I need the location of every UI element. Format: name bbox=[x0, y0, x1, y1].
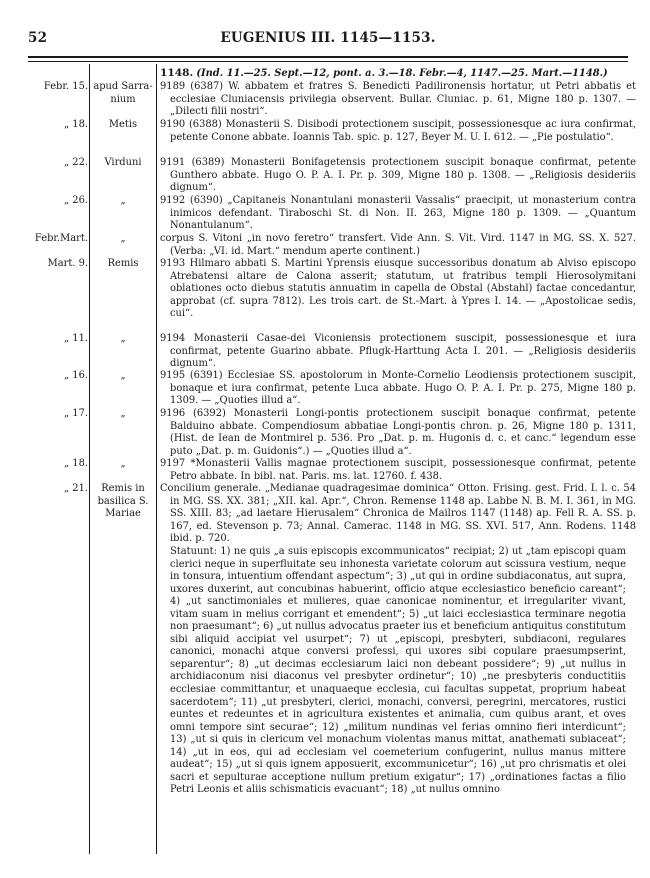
header-rule-thick bbox=[28, 56, 628, 58]
entry-text: 9191 (6389) Monasterii Bonifagetensis protectionem suscipit bonaque confirmat, petente Gunthero abbate. Hugo O. P. A. I. Pr. p. 309, Migne 180 p. 1308. — „Religiosis desideriis dignum“. bbox=[160, 157, 636, 194]
entry-text: 9194 Monasterii Casae-dei Viconiensis protectionem suscipit, possessionesque et iura confirmat, petente Guarino abbate. Pflugk-Harttung Acta I. 201. — „Religiosis desideriis dignum“. bbox=[160, 333, 636, 370]
page-number: 52 bbox=[28, 30, 48, 46]
entry-date: „ 16. bbox=[64, 370, 88, 381]
entry-place: Metis bbox=[108, 119, 138, 130]
entry-date: „ 11. bbox=[64, 333, 88, 344]
entry-place: „ bbox=[120, 370, 126, 381]
entry-text: 9192 (6390) „Capitaneis Nonantulani monasterii Vassalis“ praecipit, ut monasterium contra inimicos defendant. Tiraboschi St. di Non. II. 263, Migne 180 p. 1309. — „Quantum Nonantulanum“. bbox=[160, 195, 636, 232]
running-title: EUGENIUS III. 1145—1153. bbox=[220, 30, 436, 46]
entry-place: apud Sarra-nium bbox=[93, 81, 153, 105]
entry-place: „ bbox=[120, 233, 126, 244]
running-header bbox=[28, 30, 628, 50]
header-rule-thin bbox=[28, 61, 628, 62]
entry-place: Remis in basilica S. Mariae bbox=[97, 483, 149, 520]
entry-date: „ 26. bbox=[64, 195, 88, 206]
entry-text: 9195 (6391) Ecclesiae SS. apostolorum in Monte-Cornelio Leodiensis protectionem suscipit, bonaque et iura confirmat, petente Luca abbate. Hugo O. P. A. I. Pr. p. 275, Migne 180 p. 1309. — „Quoties illud a“. bbox=[160, 370, 636, 407]
entry-text: corpus S. Vitoni „in novo feretro“ transfert. Vide Ann. S. Vit. Vird. 1147 in MG. SS. X. 527. (Verba: „VI. id. Mart.“ mendum aperte continent.) bbox=[160, 233, 636, 257]
entry-text: 9193 Hilmaro abbati S. Martini Yprensis eiusque successoribus donatum ab Alviso episcopo Atrebatensi altare de Calona asserit; statutum, ut fratribus templi Hierosolymitani oblationes octo diebus statutis annuatim in capella de Obstal (Abstahl) factae concedantur, approbat (cf. supra 7812). Les trois cart. de St.-Mart. à Ypres I. 14. — „Apostolicae sedis, cui“. bbox=[160, 258, 636, 320]
entry-date: Febr.Mart. bbox=[34, 233, 88, 244]
entry-place: „ bbox=[120, 458, 126, 469]
entry-date: „ 18. bbox=[64, 119, 88, 130]
entry-date: „ 17. bbox=[64, 408, 88, 419]
entry-date: „ 18. bbox=[64, 458, 88, 469]
entry-text: 9189 (6387) W. abbatem et fratres S. Benedicti Padilironensis hortatur, ut Petri abbatis et ecclesiae Cluniacensis privilegia observent. Bullar. Cluniac. p. 61, Migne 180 p. 1307. — „Dilecti filii nostri“. bbox=[160, 81, 636, 118]
entry-date: Mart. 9. bbox=[47, 258, 88, 269]
column-divider-place bbox=[156, 64, 157, 854]
column-divider-date bbox=[89, 64, 90, 854]
entry-text: 9190 (6388) Monasterii S. Disibodi protectionem suscipit, possessionesque ac iura confirmat, petente Conone abbate. Ioannis Tab. spic. p. 127, Beyer M. U. I. 612. — „Pie postulatio“. bbox=[160, 119, 636, 143]
entry-place: „ bbox=[120, 333, 126, 344]
entry-place: Remis bbox=[107, 258, 139, 269]
year-details: (Ind. 11.—25. Sept.—12, pont. a. 3.—18. Febr.—4, 1147.—25. Mart.—1148.) bbox=[196, 68, 608, 79]
entry-text: 9197 *Monasterii Vallis magnae protectionem suscipit, possessionesque confirmat, petente Petro abbate. In bibl. nat. Paris. ms. lat. 12760. f. 438. bbox=[160, 458, 636, 482]
statuunt-text: Statuunt: 1) ne quis „a suis episcopis excommunicatos“ recipiat; 2) ut „tam episcopi quam clerici neque in superfluitate seu inhonesta varietate colorum aut scissura vestium, neque in tonsura, intuentium offendant aspectum“; 3) „ut qui in ordine subdiaconatus, aut supra, uxores duxerint, aut concubinas habuerint, officio atque ecclesiastico beneficio careant“; 4) „ut sanctimoniales et mulieres, quae canonicae nominentur, et irregulariter vivant, vitam suam in melius corrigant et emendent“; 5) „ut laici ecclesiastica terminare negotia non praesumant“; 6) „ut nullus advocatus praeter ius et beneficium antiquitus constitutum sibi aliquid accipiat vel usurpet“; 7) ut „episcopi, presbyteri, subdiaconi, regulares canonici, monachi atque conversi professi, qui uxores sibi copulare praesumpserint, separentur“; 8) „ut decimas ecclesiarum laici non debeant possidere“; 9) „ut nullus in archidiaconum nisi diaconus vel presbyter ordinetur“; 10) „ne presbyteris conductitiis ecclesiae committantur, et unaquaeque ecclesia, cui facultas suppetat, proprium habeat sacerdotem“; 11) „ut presbyteri, clerici, monachi, conversi, peregrini, mercatores, rustici euntes et redeuntes et in agricultura existentes et animalia, cum quibus arant, et oves omni tempore sint securae“; 12) „militum nundinas vel ferias omnino fieri interdicunt“; 13) „ut si quis in clericum vel monachum violentas manus mittat, anathemati subiaceat“; 14) „ut in eos, qui ad ecclesiam vel coemeterium confugerint, nullus manus mittere audeat“; 15) „ut si quis ignem apposuerit, excommunicetur“; 16) „ut pro chrismatis et olei sacri et sepulturae acceptione nullum pretium exigatur“; 17) „ordinationes factas a filio Petri Leonis et aliis schismaticis evacuant“; 18) „ut nullus omnino bbox=[170, 546, 626, 796]
entry-date: „ 22. bbox=[64, 157, 88, 168]
year-number: 1148. bbox=[160, 67, 194, 79]
entry-place: Virduni bbox=[104, 157, 142, 168]
entry-text: Concilium generale. „Medianae quadragesimae dominica“ Otton. Frising. gest. Frid. I. l. c. 54 in MG. SS. XX. 381; „XII. kal. Apr.“, Chron. Remense 1148 ap. Labbe N. B. M. I. 361, in MG. SS. XIII. 83; „ad laetare Hierusalem“ Chronica de Mailros 1147 (1148) ap. Fell R. A. SS. p. 167, ed. Stevenson p. 73; Annal. Camerac. 1148 in MG. SS. XVI. 517, Ann. Rodens. 1148 ibid. p. 720. bbox=[160, 483, 636, 545]
entry-text: 9196 (6392) Monasterii Longi-pontis protectionem suscipit bonaque confirmat, petente Balduino abbate. Compendiosum abbatiae Longi-pontis chron. p. 26, Migne 180 p. 1311, (Hist. de Iean de Montmirel p. 536. Pro „Dat. p. m. Hugonis d. c. et canc.“ legendum esse puto „Dat. p. m. Guidonis“.) — „Quoties illud a“. bbox=[160, 408, 636, 457]
entry-date: „ 21. bbox=[64, 483, 88, 494]
entry-place: „ bbox=[120, 408, 126, 419]
entry-place: „ bbox=[120, 195, 126, 206]
entry-date: Febr. 15. bbox=[43, 81, 88, 92]
